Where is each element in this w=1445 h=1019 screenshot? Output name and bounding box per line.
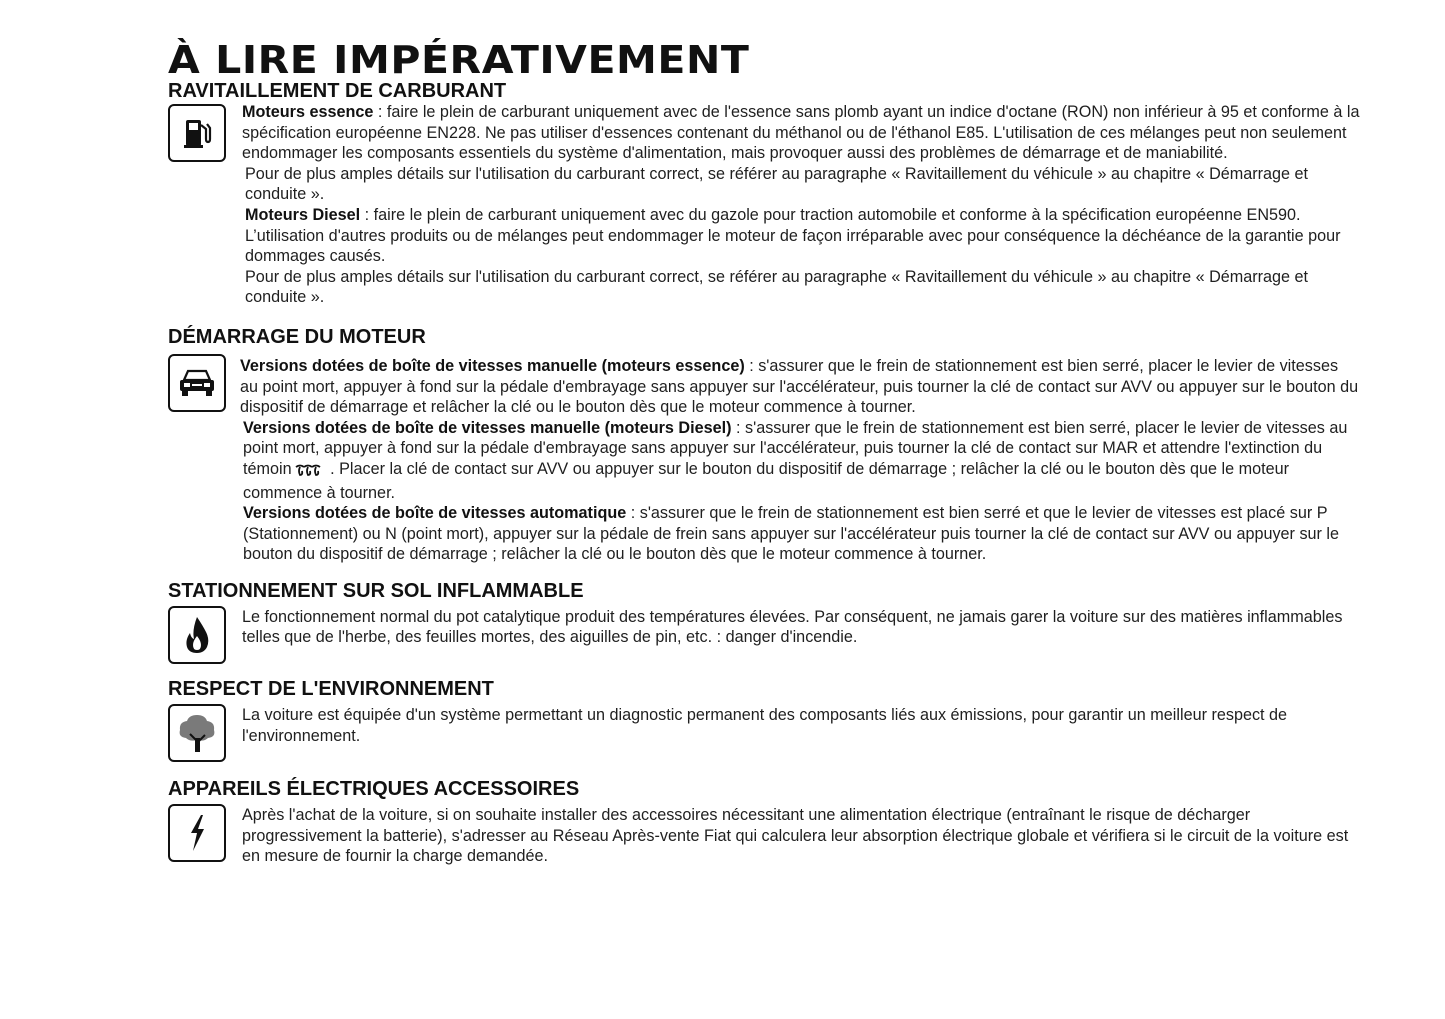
paragraph-bold: Moteurs essence: [242, 103, 374, 121]
paragraph-text: Après l'achat de la voiture, si on souhaite installer des accessoires nécessitant une alimentation électrique (entraînant le risque de décharger progressivement la batterie), s'adresser au Réseau Après-vente Fiat qui calculera leur absorption électrique globale et vérifiera si le circuit de la voiture est en mesure de fournir la charge demandée.: [242, 806, 1349, 866]
paragraph-text: . Placer la clé de contact sur AVV ou appuyer sur le bouton du dispositif de démarrage ; relâcher la clé ou le bouton dès que le moteur commence à tourner.: [243, 459, 1290, 502]
glow-plug-icon: [294, 462, 324, 483]
tree-icon: [168, 704, 226, 762]
paragraph: [240, 356, 1360, 418]
paragraph: [242, 102, 1360, 164]
paragraph-bold: Versions dotées de boîte de vitesses manuelle (moteurs Diesel): [243, 418, 732, 437]
section-title-appareils: APPAREILS ÉLECTRIQUES ACCESSOIRES: [168, 778, 580, 801]
paragraph-text: : s'assurer que le frein de stationnement est bien serré et que le levier de vitesses est placé sur P (Stationnement) ou N (point mort), appuyer sur la pédale de frein sans appuyer sur l'accélérateur puis tourner la clé de contact sur AVV ou appuyer sur le bouton du dispositif de démarrage ; relâcher la clé ou le bouton dès que le moteur commence à tourner.: [243, 504, 1340, 564]
section-appareils: [168, 805, 1360, 867]
paragraph-bold: Versions dotées de boîte de vitesses manuelle (moteurs essence): [240, 356, 745, 375]
paragraph-text: Pour de plus amples détails sur l'utilisation du carburant correct, se référer au paragraphe « Ravitaillement du véhicule » au chapitre « Démarrage et conduite ».: [245, 164, 1309, 204]
paragraph-text: Le fonctionnement normal du pot catalytique produit des températures élevées. Par conséquent, ne jamais garer la voiture sur des matières inflammables telles que de l'herbe, des feuilles mortes, des aiguilles de pin, etc. : danger d'incendie.: [242, 607, 1343, 647]
car-front-icon: [168, 354, 226, 412]
paragraph-text: : s'assurer que le frein de stationnement est bien serré, placer le levier de vitesses au point mort, appuyer à fond sur la pédale d'embrayage sans appuyer sur l'accélérateur, puis tourner la clé de contact sur AVV ou appuyer sur le bouton du dispositif de démarrage et relâcher la clé ou le bouton dès que le moteur commence à tourner.: [240, 356, 1359, 417]
paragraph: [240, 503, 1360, 565]
lightning-icon: [168, 804, 226, 862]
paragraph: [242, 164, 1360, 205]
paragraph-text: Pour de plus amples détails sur l'utilisation du carburant correct, se référer au paragraphe « Ravitaillement du véhicule » au chapitre « Démarrage et conduite ».: [245, 267, 1309, 307]
section-title-demarrage: DÉMARRAGE DU MOTEUR: [168, 325, 426, 348]
section-ravitaillement: [168, 102, 1360, 308]
section-stationnement: [168, 607, 1360, 648]
section-title-stationnement: STATIONNEMENT SUR SOL INFLAMMABLE: [168, 579, 584, 602]
paragraph: [242, 705, 1360, 746]
section-environnement: [168, 705, 1360, 746]
paragraph-text: : s'assurer que le frein de stationnement est bien serré, placer le levier de vitesses au point mort, appuyer à fond sur la pédale d'embrayage sans appuyer sur l'accélérateur, puis tourner la clé de contact sur MAR et attendre l'extinction du témoin: [243, 418, 1348, 478]
flame-icon: [168, 606, 226, 664]
paragraph-text: : faire le plein de carburant uniquement avec du gazole pour traction automobile et conforme à la spécification européenne EN590. L’utilisation d'autres produits ou de mélanges peut endommager le moteur de façon irréparable avec pour conséquence la déchéance de la garantie pour dommages causés.: [245, 205, 1341, 266]
section-title-environnement: RESPECT DE L'ENVIRONNEMENT: [168, 678, 494, 701]
document-page: [168, 40, 1360, 867]
section-title-ravitaillement: RAVITAILLEMENT DE CARBURANT: [168, 80, 507, 102]
paragraph-text: : faire le plein de carburant uniquement avec de l'essence sans plomb ayant un indice d'octane (RON) non inférieur à 95 et conforme à la spécification européenne EN228. Ne pas utiliser d'essences contenant du méthanol ou de l'éthanol E85. L'utilisation de ces mélanges peut non seulement endommager les composants essentiels du système d'alimentation, mais provoquer aussi des problèmes de démarrage et de maniabilité.: [242, 103, 1360, 163]
paragraph: [242, 267, 1360, 308]
fuel-pump-icon: [168, 104, 226, 162]
paragraph-bold: Moteurs Diesel: [245, 205, 361, 224]
section-demarrage: [168, 356, 1360, 565]
paragraph: [240, 418, 1360, 503]
paragraph-text: La voiture est équipée d'un système permettant un diagnostic permanent des composants liés aux émissions, pour garantir un meilleur respect de l'environnement.: [242, 706, 1288, 745]
page-title: À LIRE IMPÉRATIVEMENT: [168, 38, 750, 82]
paragraph-bold: Versions dotées de boîte de vitesses automatique: [243, 504, 627, 523]
paragraph: [242, 205, 1360, 267]
paragraph: [242, 805, 1360, 867]
paragraph: [242, 607, 1360, 648]
